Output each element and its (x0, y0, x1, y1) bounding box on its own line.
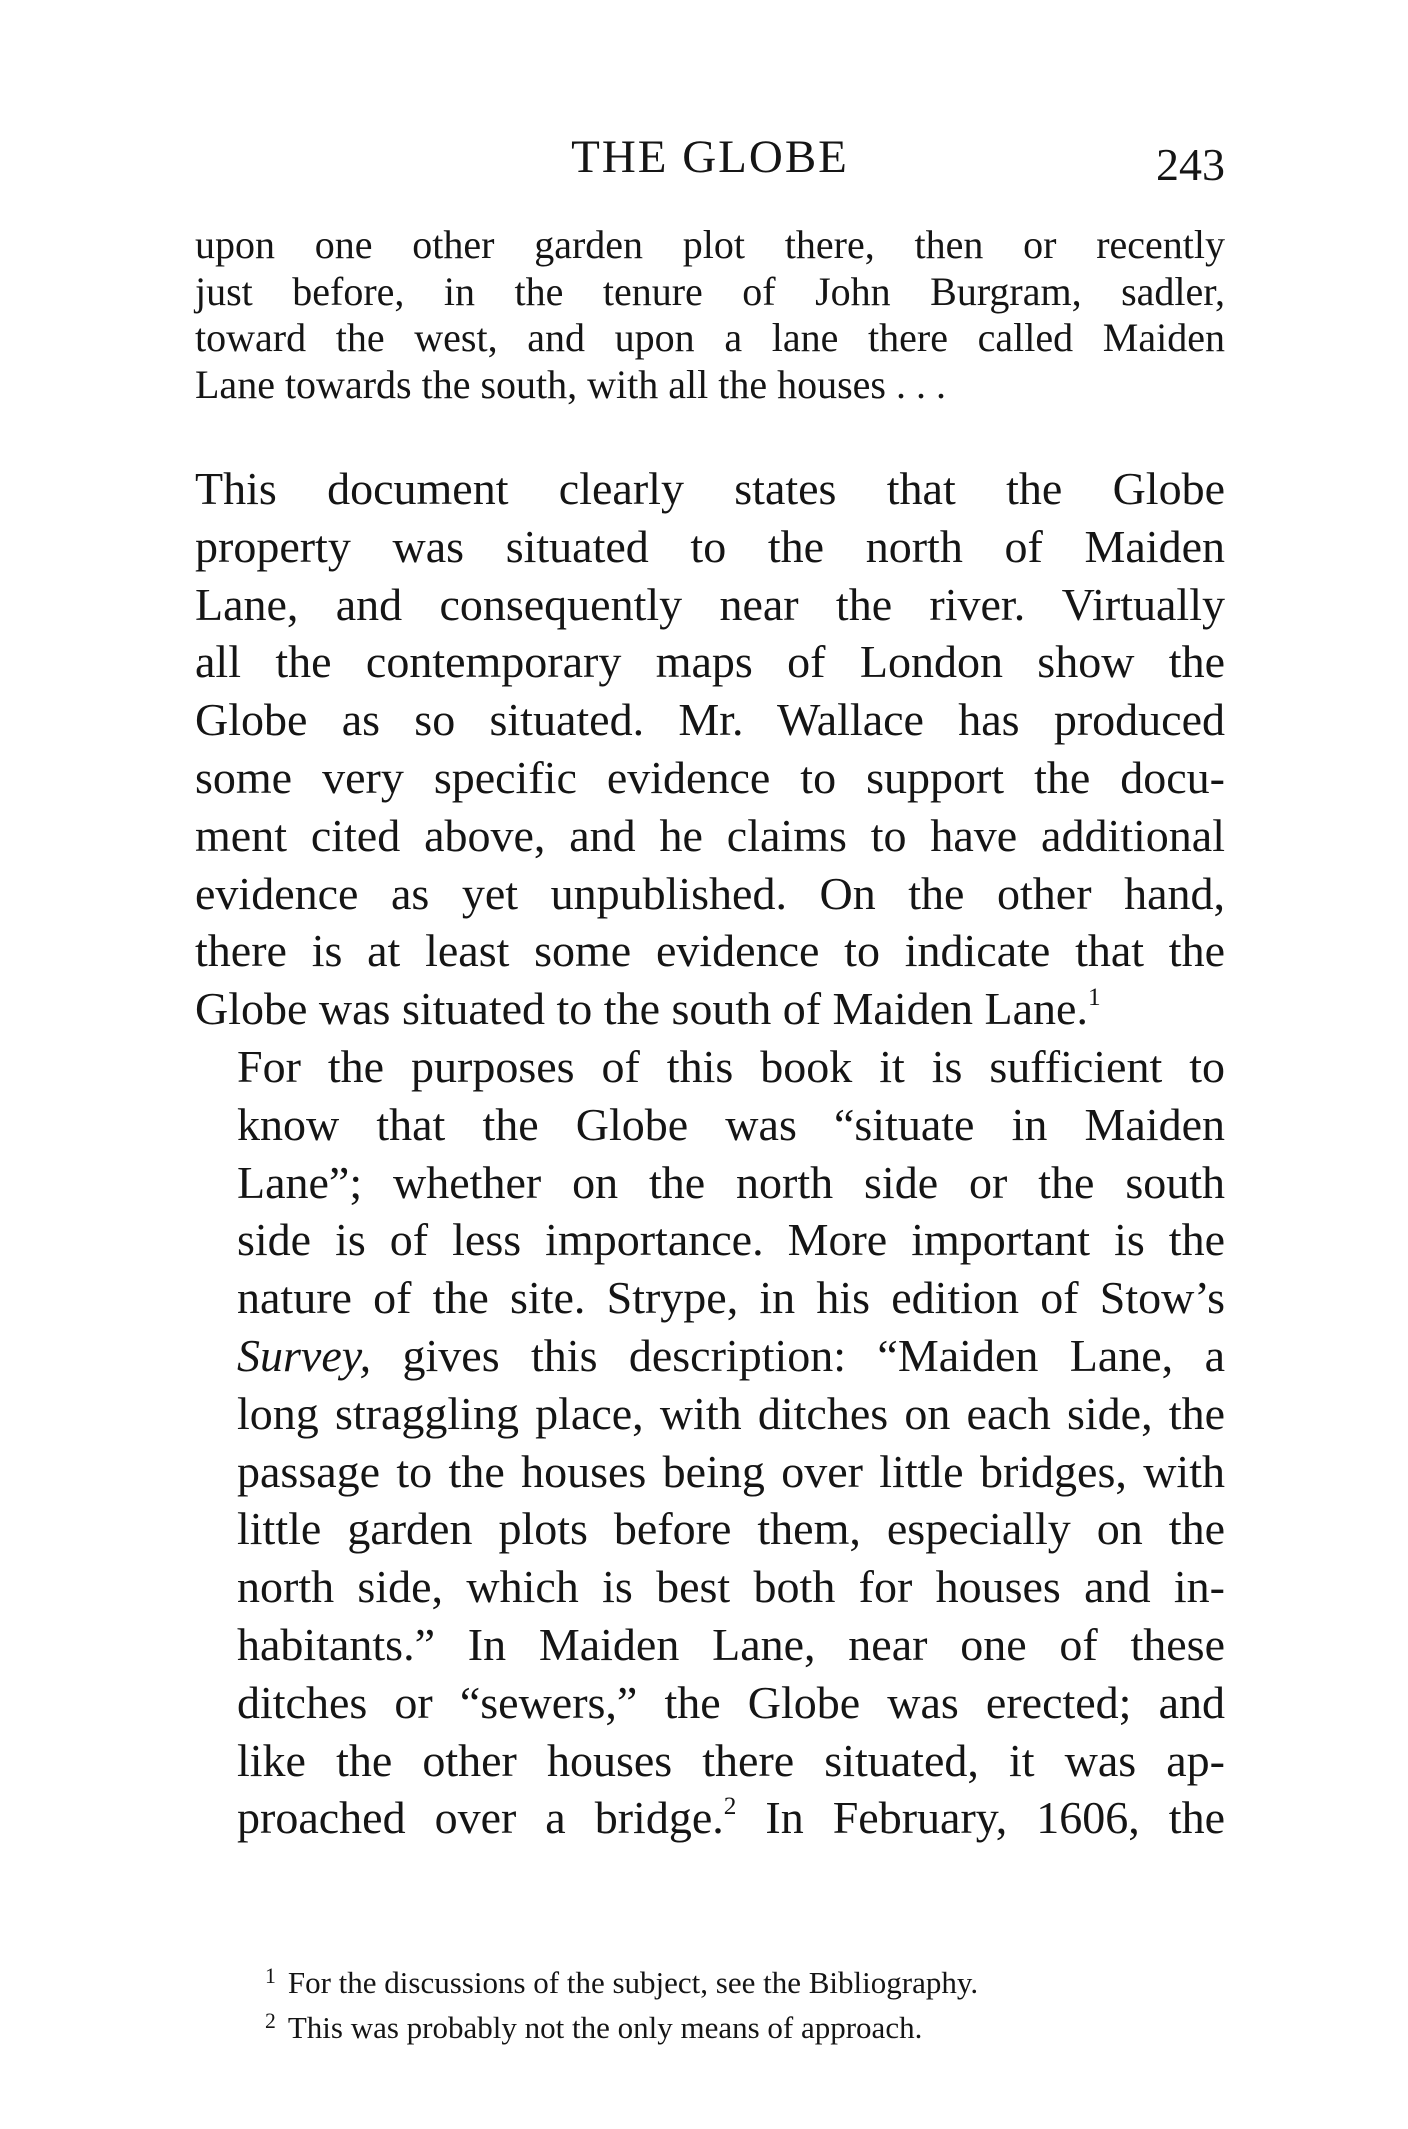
text-line: some very specific evidence to support the docu- (195, 751, 1225, 803)
footnote-2 (265, 2002, 1225, 2047)
text-line: long straggling place, with ditches on each side, the (237, 1387, 1225, 1439)
text-line: This document clearly states that the Globe (195, 463, 1225, 514)
text-line: know that the Globe was “situate in Maiden (237, 1098, 1225, 1150)
text-line: like the other houses there situated, it was ap- (237, 1734, 1225, 1786)
text-line-content: Globe was situated to the south of Maiden Lane. (195, 983, 1088, 1035)
text-line: north side, which is best both for houses and in- (237, 1561, 1225, 1613)
quote-line: toward the west, and upon a lane there called Maiden (195, 315, 1225, 360)
footnote-ref-2: 2 (723, 1792, 737, 1821)
footnote-ref-1: 1 (1087, 983, 1101, 1012)
page-number: 243 (1156, 139, 1225, 190)
text-line (195, 980, 1225, 1038)
quote-line: upon one other garden plot there, then or recently (195, 222, 1225, 267)
text-line: habitants.” In Maiden Lane, near one of these (237, 1618, 1225, 1670)
quote-line: Lane towards the south, with all the houses . . . (195, 361, 946, 407)
text-line: side is of less importance. More important is the (237, 1214, 1225, 1266)
text-line: nature of the site. Strype, in his edition of Stow’s (237, 1272, 1225, 1324)
footnote-text: This was probably not the only means of approach. (287, 2009, 923, 2045)
footnote-text: For the discussions of the subject, see the Bibliography. (287, 1964, 979, 2000)
block-quote (195, 222, 1225, 408)
survey-title: Survey, (237, 1329, 372, 1381)
text-line: all the contemporary maps of London show the (195, 636, 1225, 688)
text-line: ment cited above, and he claims to have additional (195, 809, 1225, 861)
running-head (195, 128, 1225, 188)
text-line: evidence as yet unpublished. On the other hand, (195, 867, 1225, 919)
text-line-content: proached over a bridge. (237, 1792, 724, 1844)
quote-line: just before, in the tenure of John Burgram, sadler, (195, 268, 1225, 314)
text-line (195, 1327, 1225, 1385)
text-line-content: In February, 1606, the (736, 1792, 1225, 1844)
text-line: Globe as so situated. Mr. Wallace has produced (195, 694, 1225, 746)
text-line: Lane, and consequently near the river. Virtually (195, 578, 1225, 630)
text-line: there is at least some evidence to indicate that the (195, 925, 1225, 977)
text-line: Lane”; whether on the north side or the south (237, 1156, 1225, 1208)
paragraph-1 (195, 460, 1225, 1038)
footnote-mark: 2 (265, 2008, 276, 2033)
text-line: passage to the houses being over little bridges, with (237, 1445, 1225, 1497)
text-line: little garden plots before them, especially on the (237, 1503, 1225, 1555)
text-line (195, 1789, 1225, 1847)
paragraph-2 (195, 1038, 1225, 1847)
text-line-content: gives this description: “Maiden Lane, a (371, 1329, 1225, 1381)
footnotes (265, 1957, 1225, 2047)
page-title: THE GLOBE (571, 131, 849, 183)
footnote-1 (265, 1957, 1225, 2002)
text-line: property was situated to the north of Maiden (195, 520, 1225, 572)
text-line: ditches or “sewers,” the Globe was erected; and (237, 1676, 1225, 1728)
text-line: For the purposes of this book it is sufficient to (237, 1040, 1225, 1092)
footnote-mark: 1 (265, 1964, 276, 1988)
body-text (195, 460, 1225, 1847)
